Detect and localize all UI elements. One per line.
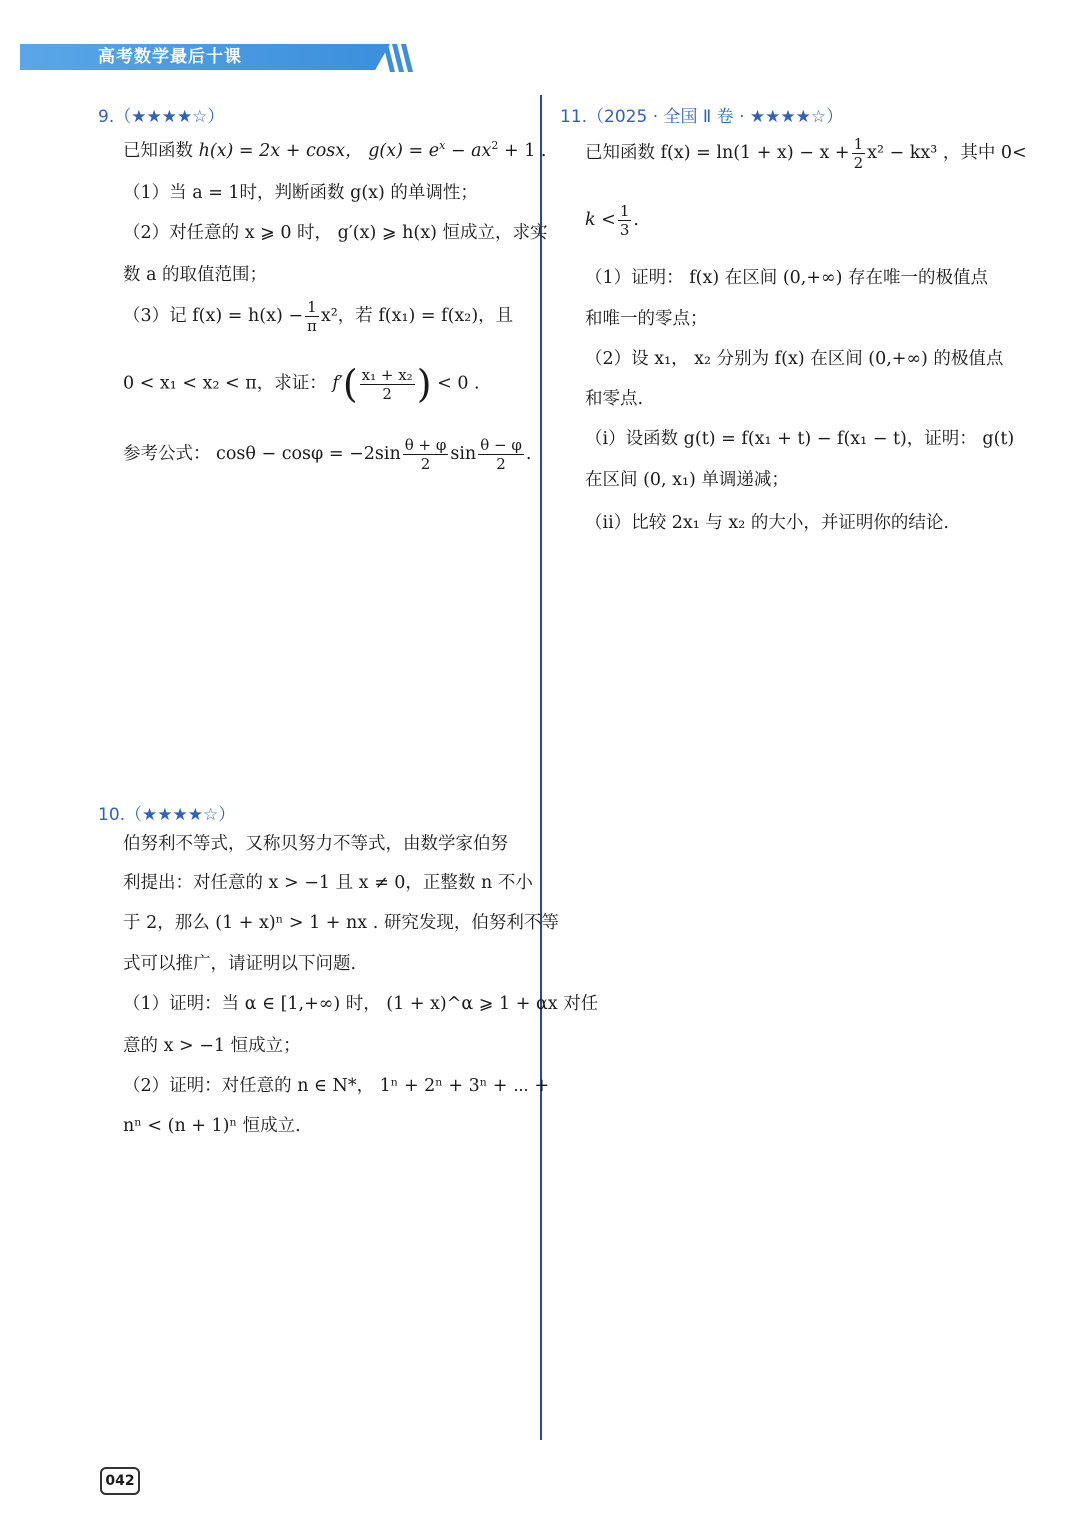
q9-ref-num2: θ − φ [480, 436, 522, 454]
q9-part3-frac [305, 298, 319, 335]
q9-part2-cont: 数 a 的取值范围； [123, 265, 268, 285]
q9-intro-text: 已知函数 [123, 141, 193, 161]
q11-line1-num: 1 [853, 135, 864, 153]
q9-ref-mid: sin [450, 444, 477, 464]
q9-part3-b: x²，若 f(x₁) = f(x₂)，且 [320, 306, 514, 326]
q9-part3c-f: f′ [332, 373, 343, 394]
q11-part1-cont: 和唯一的零点； [585, 309, 708, 329]
q9-part3c-frac [360, 366, 415, 403]
q9-ref-frac1 [403, 436, 449, 473]
q10-line3: 于 2，那么 (1 + x)ⁿ > 1 + nx . 研究发现，伯努利不等 [123, 913, 559, 933]
q9-intro-g2-sup: 2 [491, 139, 499, 153]
q9-part3c-a: 0 < x₁ < x₂ < π，求证： [123, 373, 327, 394]
q11-part1: （1）证明： f(x) 在区间 (0,+∞) 存在唯一的极值点 [585, 268, 988, 288]
q10-line2: 利提出：对任意的 x > −1 且 x ≠ 0，正整数 n 不小 [123, 873, 533, 893]
column-divider [540, 95, 542, 1440]
q11-line1-den: 2 [853, 154, 864, 172]
q11-line2-den: 3 [619, 221, 630, 239]
q9-intro-g2: − ax [445, 141, 492, 161]
q9-part3-cont [123, 362, 480, 406]
q9-intro-g: g(x) = e [368, 141, 440, 161]
q9-part3c-num: x₁ + x₂ [361, 365, 413, 384]
q9-part2: （2）对任意的 x ⩾ 0 时， g′(x) ⩾ h(x) 恒成立，求实 [123, 223, 548, 243]
q10-part1: （1）证明：当 α ∈ [1,+∞) 时， (1 + x)^α ⩾ 1 + αx 对任 [123, 994, 599, 1014]
q11-line2-b: . [633, 210, 639, 230]
q11-part2-cont: 和零点. [585, 389, 644, 409]
q9-ref-den2: 2 [496, 455, 506, 473]
q9-part3-den: π [307, 317, 317, 335]
q9-part3c-lparen: ( [342, 362, 358, 406]
page-number: 042 [100, 1467, 140, 1495]
q11-part2-i: （i）设函数 g(t) = f(x₁ + t) − f(x₁ − t)，证明： g(t) [585, 429, 1015, 449]
q10-part2-cont: nⁿ < (n + 1)ⁿ 恒成立. [123, 1116, 301, 1136]
q11-line2-frac [618, 202, 632, 239]
page-title: 高考数学最后十课 [98, 47, 242, 67]
q10-line4: 式可以推广，请证明以下问题. [123, 954, 357, 974]
q11-line2-a: k < [585, 210, 616, 230]
q9-ref-end: . [525, 444, 532, 464]
q11-part2-i-cont: 在区间 (0, x₁) 单调递减； [585, 470, 789, 490]
q9-intro-h: h(x) = 2x + cosx， [198, 141, 363, 161]
q9-part3 [123, 298, 513, 335]
q9-part3c-rparen: ) [416, 362, 432, 406]
q9-ref-num1: θ + φ [404, 436, 447, 454]
q10-part2: （2）证明：对任意的 n ∈ N*， 1ⁿ + 2ⁿ + 3ⁿ + ⋯ + [123, 1076, 550, 1096]
q9-part1: （1）当 a = 1时，判断函数 g(x) 的单调性； [123, 183, 478, 203]
q11-line2-num: 1 [619, 202, 630, 220]
q9-reference [123, 436, 531, 473]
q9-heading: 9.（★★★★☆） [98, 107, 225, 127]
q10-heading: 10.（★★★★☆） [98, 805, 236, 825]
q9-part3c-den: 2 [382, 384, 392, 403]
q9-ref-frac2 [478, 436, 524, 473]
q9-intro-end: + 1 . [498, 141, 547, 161]
banner-stripes-icon [383, 44, 413, 72]
q11-line1-b: x² − kx³ ，其中 0< [867, 143, 1027, 163]
q9-part3-num: 1 [305, 298, 319, 317]
q10-line1: 伯努利不等式，又称贝努力不等式，由数学家伯努 [123, 834, 508, 854]
q11-part2-ii: （ii）比较 2x₁ 与 x₂ 的大小，并证明你的结论. [585, 513, 949, 533]
q11-line1-a: 已知函数 f(x) = ln(1 + x) − x + [585, 143, 850, 163]
q9-part3c-b: < 0 . [437, 373, 480, 394]
q9-part3-a: （3）记 f(x) = h(x) − [123, 306, 304, 326]
q11-heading: 11.（2025 · 全国 Ⅱ 卷 · ★★★★☆） [560, 107, 844, 127]
q9-ref-den1: 2 [420, 455, 431, 473]
q9-intro [123, 137, 546, 162]
q11-line1 [585, 135, 1027, 172]
q10-part1-cont: 意的 x > −1 恒成立； [123, 1036, 301, 1056]
q11-line2 [585, 202, 639, 239]
q11-part2: （2）设 x₁， x₂ 分别为 f(x) 在区间 (0,+∞) 的极值点 [585, 349, 1004, 369]
q11-line1-frac [852, 135, 866, 172]
q9-ref-a: 参考公式： cosθ − cosφ = −2sin [123, 444, 401, 464]
q9-intro-g-sup: x [439, 139, 446, 153]
